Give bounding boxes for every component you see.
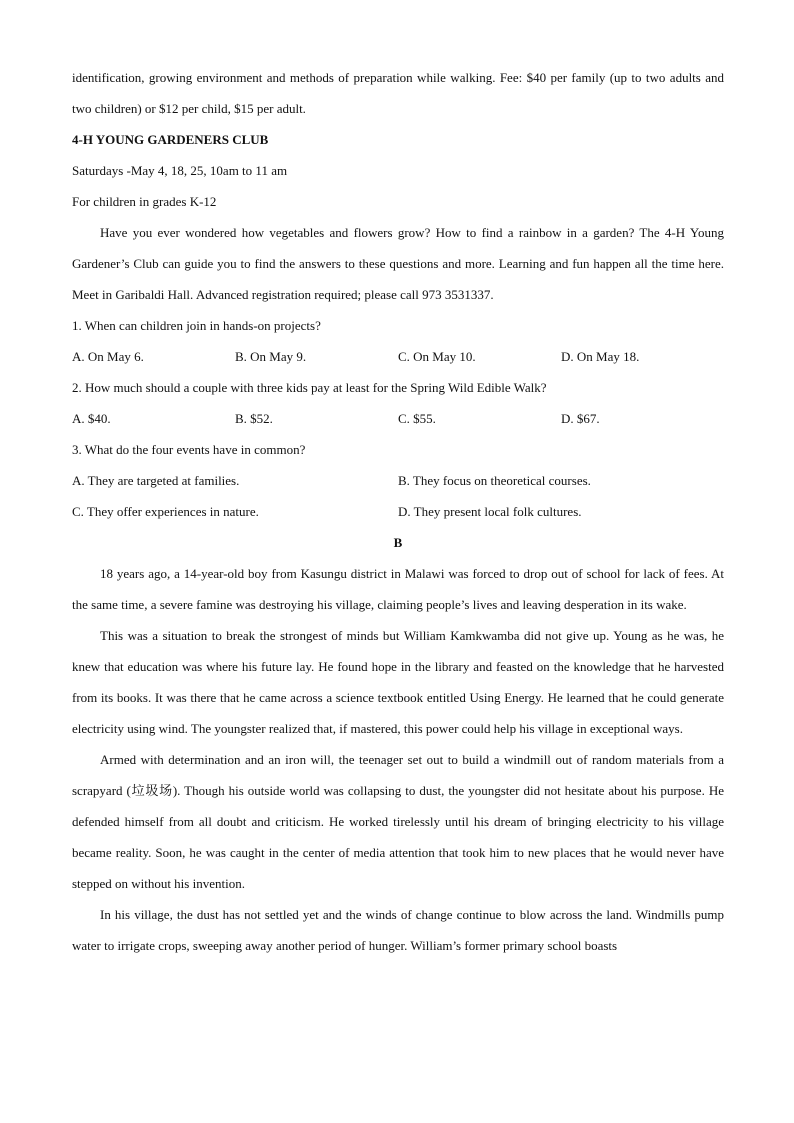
question-2-options xyxy=(72,403,724,434)
section-b-paragraph-4: In his village, the dust has not settled yet and the winds of change continue to blow across the land. Windmills pump water to irrigate crops, sweeping away another period of hunger. William’s former primary school boasts xyxy=(72,907,724,953)
section-b-paragraph-3: Armed with determination and an iron will, the teenager set out to build a windmill out of random materials from a scrapyard (垃圾场). Though his outside world was collapsing to dust, the youngster did not hesitate about his purpose. He defended himself from all doubt and criticism. He worked tirelessly until his dream of bringing electricity to his village became reality. Soon, he was caught in the center of media attention that took him to new places that he would never have stepped on without his invention. xyxy=(72,752,724,891)
question-1-options xyxy=(72,341,724,372)
question-3-options-row-2 xyxy=(72,496,724,527)
club-description: Have you ever wondered how vegetables and flowers grow? How to find a rainbow in a garden? The 4-H Young Gardener’s Club can guide you to find the answers to these questions and more. Learning and fun happen all the time here. Meet in Garibaldi Hall. Advanced registration required; please call 973 3531337. xyxy=(72,225,724,302)
question-2-option-c: C. $55. xyxy=(398,411,436,426)
question-2-option-d: D. $67. xyxy=(561,411,600,426)
section-b-paragraph-2: This was a situation to break the strongest of minds but William Kamkwamba did not give up. Young as he was, he knew that education was where his future lay. He found hope in the library and feasted on the knowledge that he harvested from its books. It was there that he came across a science textbook entitled Using Energy. He learned that he could generate electricity using wind. The youngster realized that, if mastered, this power could help his village in exceptional ways. xyxy=(72,628,724,736)
question-1-option-a: A. On May 6. xyxy=(72,349,144,364)
section-b-heading: B xyxy=(393,535,403,550)
question-3-option-c: C. They offer experiences in nature. xyxy=(72,504,259,519)
question-3-option-d: D. They present local folk cultures. xyxy=(398,504,582,519)
question-3-option-a: A. They are targeted at families. xyxy=(72,473,240,488)
question-1-stem: 1. When can children join in hands-on projects? xyxy=(72,318,321,333)
club-title: 4-H YOUNG GARDENERS CLUB xyxy=(72,132,269,147)
document-page xyxy=(72,62,724,961)
club-audience: For children in grades K-12 xyxy=(72,194,217,209)
intro-paragraph: identification, growing environment and methods of preparation while walking. Fee: $40 per family (up to two adults and two children) or $12 per child, $15 per adult. xyxy=(72,70,724,116)
question-2-stem: 2. How much should a couple with three kids pay at least for the Spring Wild Edible Walk? xyxy=(72,380,547,395)
section-b-paragraph-1: 18 years ago, a 14-year-old boy from Kasungu district in Malawi was forced to drop out of school for lack of fees. At the same time, a severe famine was destroying his village, claiming people’s lives and leaving desperation in its wake. xyxy=(72,566,724,612)
club-schedule: Saturdays -May 4, 18, 25, 10am to 11 am xyxy=(72,163,288,178)
question-2-option-a: A. $40. xyxy=(72,411,111,426)
question-2-option-b: B. $52. xyxy=(235,411,273,426)
question-1-option-b: B. On May 9. xyxy=(235,349,307,364)
question-3-stem: 3. What do the four events have in common? xyxy=(72,442,306,457)
question-3-options-row-1 xyxy=(72,465,724,496)
question-1-option-d: D. On May 18. xyxy=(561,349,640,364)
question-1-option-c: C. On May 10. xyxy=(398,349,476,364)
question-3-option-b: B. They focus on theoretical courses. xyxy=(398,473,591,488)
